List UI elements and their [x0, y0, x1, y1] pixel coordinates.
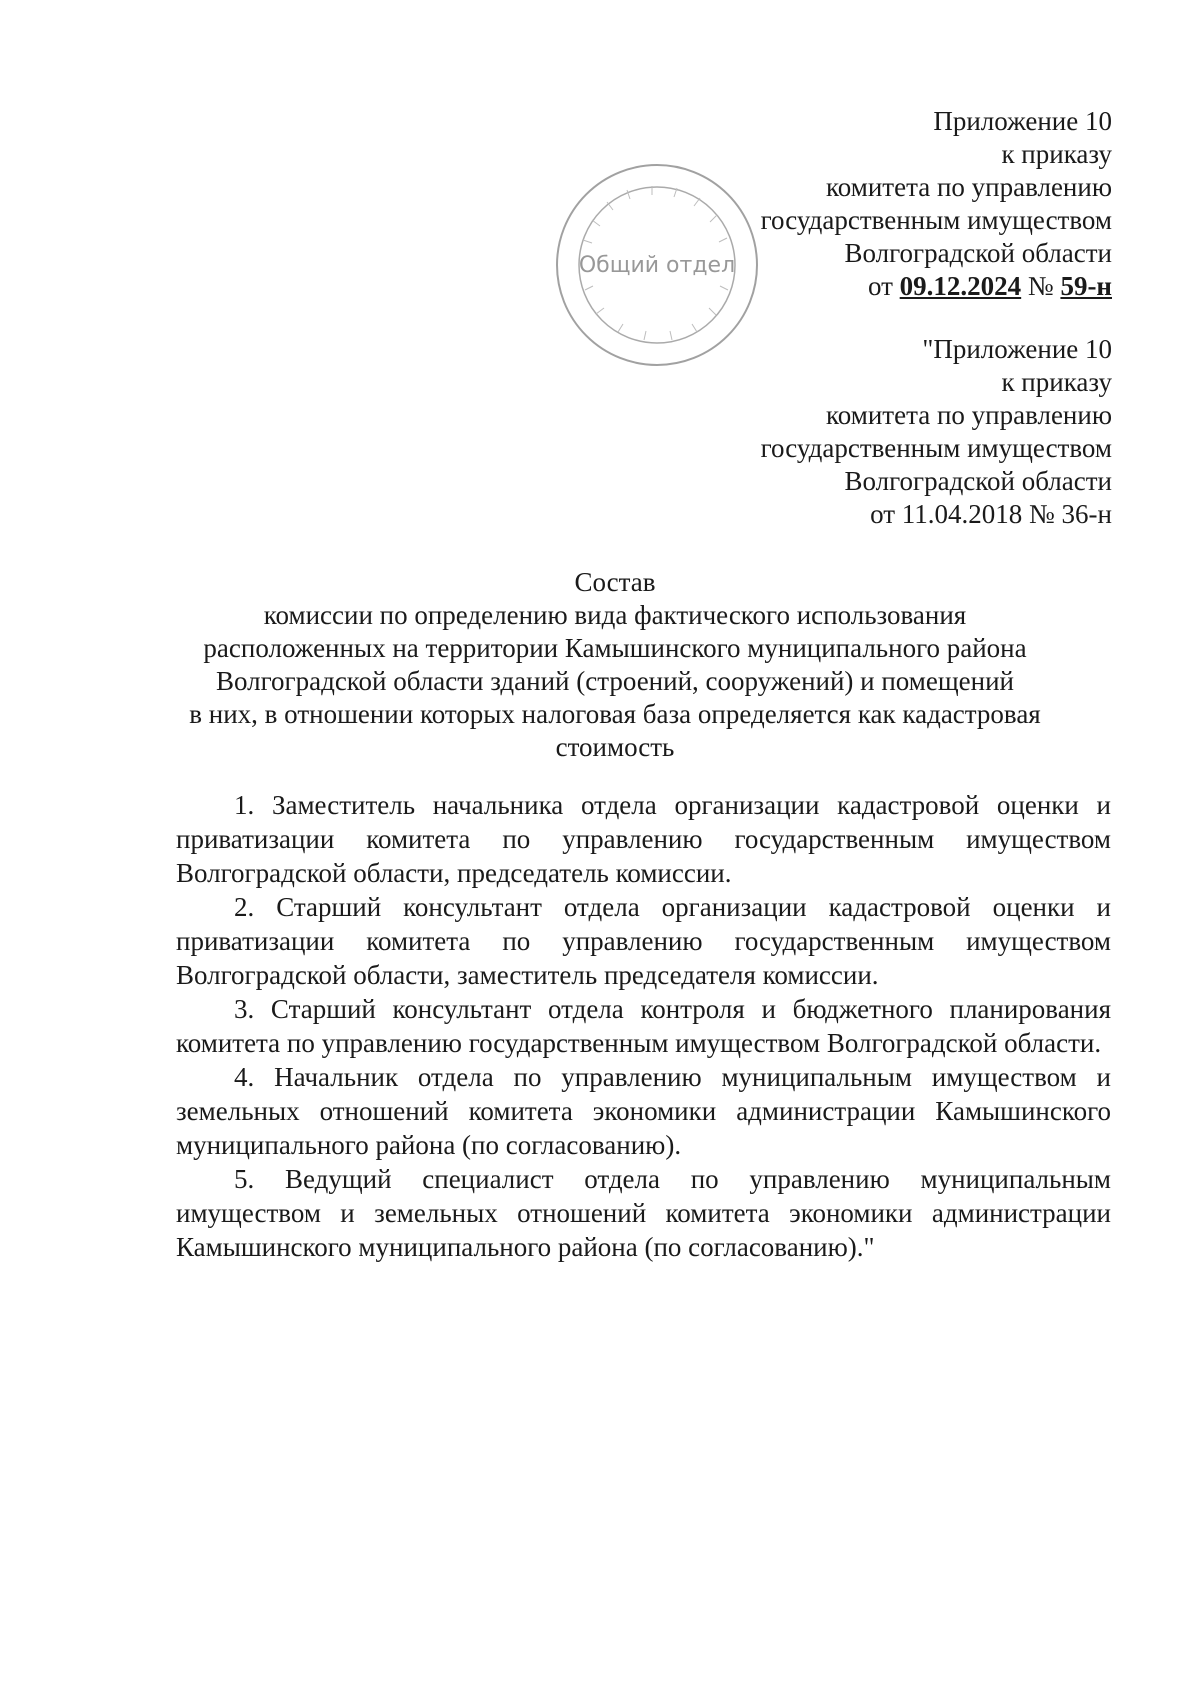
title-line1: Состав — [574, 567, 656, 597]
title-line3: расположенных на территории Камышинского муниципального района — [203, 633, 1027, 663]
appendix-header-new — [761, 105, 1112, 303]
title-line5: в них, в отношении которых налоговая база определяется как кадастровая — [189, 699, 1041, 729]
header-new-line3: комитета по управлению — [826, 172, 1112, 202]
header-old-line3: комитета по управлению — [826, 400, 1112, 430]
stamp-label: Общий отдел — [578, 253, 736, 278]
header-new-line5: Волгоградской области — [844, 238, 1112, 268]
header-old-line1: "Приложение 10 — [922, 334, 1112, 364]
header-old-line6: от 11.04.2018 № 36-н — [870, 499, 1112, 529]
title-line4: Волгоградской области зданий (строений, сооружений) и помещений — [216, 666, 1014, 696]
title-line2: комиссии по определению вида фактического использования — [263, 600, 967, 630]
header-old-line2: к приказу — [1001, 367, 1112, 397]
commission-members-list — [176, 788, 1111, 1264]
number-prefix: № — [1021, 271, 1061, 301]
header-new-line4: государственным имуществом — [760, 205, 1112, 235]
member-item-2: 2. Старший консультант отдела организации кадастровой оценки и приватизации комитета по управлению государственным имуществом Волгоградской области, заместитель председателя комиссии. — [176, 892, 1111, 990]
member-item-5: 5. Ведущий специалист отдела по управлению муниципальным имуществом и земельных отношений комитета экономики администрации Камышинского муниципального района (по согласованию)." — [176, 1164, 1111, 1262]
order-number: 59-н — [1060, 271, 1112, 301]
date-prefix: от — [867, 271, 900, 301]
title-line6: стоимость — [555, 732, 675, 762]
member-item-3: 3. Старший консультант отдела контроля и бюджетного планирования комитета по управлению государственным имуществом Волгоградской области. — [176, 994, 1111, 1058]
header-old-line5: Волгоградской области — [844, 466, 1112, 496]
header-new-line1: Приложение 10 — [933, 106, 1112, 136]
header-new-line2: к приказу — [1001, 139, 1112, 169]
order-date: 09.12.2024 — [899, 271, 1022, 301]
member-item-1: 1. Заместитель начальника отдела организации кадастровой оценки и приватизации комитета по управлению государственным имуществом Волгоградской области, председатель комиссии. — [176, 790, 1111, 888]
header-new-date-line — [761, 270, 1112, 303]
document-title — [120, 566, 1110, 764]
header-old-line4: государственным имуществом — [760, 433, 1112, 463]
general-department-stamp — [552, 160, 762, 370]
member-item-4: 4. Начальник отдела по управлению муниципальным имуществом и земельных отношений комитета экономики администрации Камышинского муниципального района (по согласованию). — [176, 1062, 1111, 1160]
appendix-header-original — [761, 333, 1112, 531]
